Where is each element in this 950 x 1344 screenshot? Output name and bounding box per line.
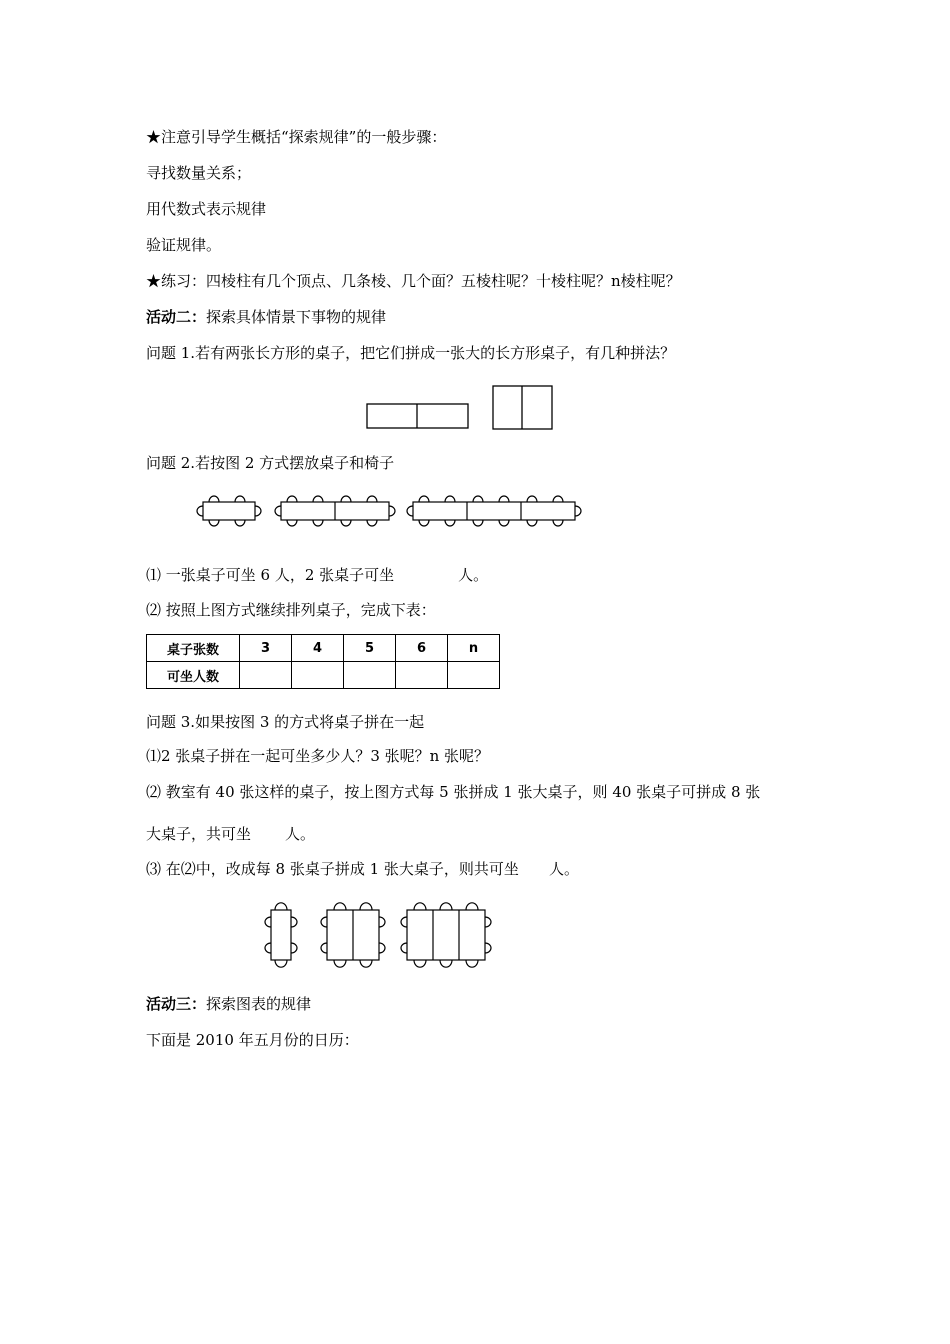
table-row: [147, 635, 500, 662]
table-cell: 5: [344, 635, 396, 662]
question-3: 问题 3.如果按图 3 的方式将桌子拼在一起: [146, 713, 425, 731]
question-2: 问题 2.若按图 2 方式摆放桌子和椅子: [146, 454, 395, 472]
calendar-intro: 下面是 2010 年五月份的日历：: [146, 1031, 359, 1049]
q2-1-suffix: 人。: [458, 566, 489, 584]
table-cell: 3: [240, 635, 292, 662]
activity-3-heading: [146, 994, 311, 1014]
q3-2-suffix: 人。: [285, 825, 316, 843]
figure-2-tables-chairs: [185, 488, 595, 534]
table-header-tables: 桌子张数: [147, 635, 240, 662]
activity-2-label: 活动二：: [146, 308, 207, 326]
activity-3-label: 活动三：: [146, 995, 207, 1013]
table-blank-cell: [396, 662, 448, 689]
q3-2-text: 大桌子，共可坐: [146, 825, 252, 843]
table-row: [147, 662, 500, 689]
table-cell: n: [448, 635, 500, 662]
q2-1-text: ⑴ 一张桌子可坐 6 人，2 张桌子可坐: [146, 566, 395, 584]
q3-3-suffix: 人。: [548, 860, 579, 878]
table-blank-cell: [292, 662, 344, 689]
activity-2-text: 探索具体情景下事物的规律: [206, 308, 387, 326]
question-3-part-1: ⑴2 张桌子拼在一起可坐多少人？3 张呢？n 张呢？: [146, 747, 490, 765]
table-cell: 4: [292, 635, 344, 662]
step-3: 验证规律。: [146, 236, 222, 254]
table-blank-cell: [344, 662, 396, 689]
table-header-people: 可坐人数: [147, 662, 240, 689]
step-1: 寻找数量关系；: [146, 164, 252, 182]
seating-table: [146, 634, 500, 689]
question-2-part-2: ⑵ 按照上图方式继续排列桌子，完成下表：: [146, 601, 436, 619]
activity-2-heading: [146, 307, 386, 327]
note-line: ★注意引导学生概括“探索规律”的一般步骤：: [146, 128, 447, 146]
table-blank-cell: [240, 662, 292, 689]
activity-3-text: 探索图表的规律: [206, 995, 312, 1013]
table-cell: 6: [396, 635, 448, 662]
figure-3-tables-chairs: [255, 893, 500, 973]
question-3-part-2: ⑵ 教室有 40 张这样的桌子，按上图方式每 5 张拼成 1 张大桌子，则 40 张桌子可拼成 8 张: [146, 783, 761, 801]
exercise-line: ★练习：四棱柱有几个顶点、几条棱、几个面？五棱柱呢？十棱柱呢？n棱柱呢？: [146, 272, 681, 290]
step-2: 用代数式表示规律: [146, 200, 267, 218]
figure-1-two-tables: [360, 380, 560, 435]
question-1: 问题 1.若有两张长方形的桌子，把它们拼成一张大的长方形桌子，有几种拼法？: [146, 344, 676, 362]
table-blank-cell: [448, 662, 500, 689]
question-3-part-3: [146, 859, 579, 879]
q3-3-text: ⑶ 在⑵中，改成每 8 张桌子拼成 1 张大桌子，则共可坐: [146, 860, 519, 878]
question-3-part-2-cont: [146, 824, 315, 844]
question-2-part-1: [146, 565, 488, 585]
